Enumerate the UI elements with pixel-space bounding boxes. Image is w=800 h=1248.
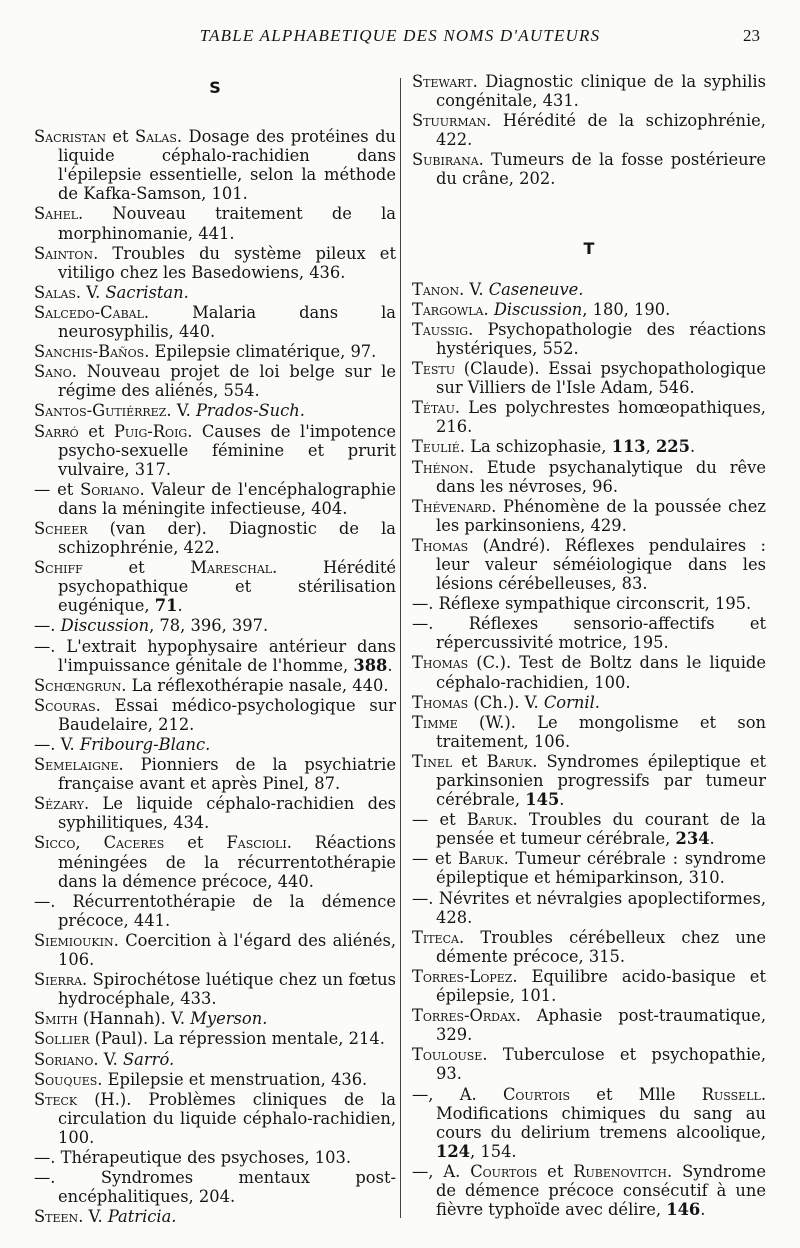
author-name: Thévenard [412,496,492,516]
author-name: Rubenovitch [573,1161,667,1181]
author-name: Teulié [412,437,460,457]
author-name: Thomas [412,653,469,673]
entry-text: —. L'extrait hypophysaire antérieur dans l'impuissance génitale de l'homme, [34,636,396,675]
index-entry [412,594,766,613]
cross-reference: Discussion [493,299,583,319]
entry-text: — et [34,479,81,499]
author-name: Salcedo-Cabal [34,302,144,322]
entry-text: et [82,558,191,578]
section-letter-t: T [583,238,595,258]
entry-text: . Tumeurs de la fosse postérieure du crâne, 202. [436,150,766,189]
index-entry [34,892,396,930]
entry-text: (W.). Le mongolisme et son traitement, 106. [436,712,766,751]
entry-text: . Etude psychanalytique du rêve dans les névroses, 96. [436,457,766,496]
index-entry [412,111,766,149]
author-name: Torres-Lopez [412,966,513,986]
entry-text: —. Syndromes mentaux post-encéphalitiques, 204. [34,1168,396,1207]
page-header [0,26,800,56]
author-name: Schœngrun [34,675,122,695]
author-name: Tétau [412,398,455,418]
entry-text: —. Thérapeutique des psychoses, 103. [34,1147,352,1167]
entry-text: — et [412,849,458,869]
index-entries-s [34,127,396,1226]
column-divider [400,78,401,1218]
entry-text: —. Réflexes sensorio-affectifs et répercussivité motrice, 195. [412,614,766,653]
index-entry [34,616,396,635]
entry-text: . La réflexothérapie nasale, 440. [121,675,389,695]
index-entry [412,1162,766,1219]
page-ref-bold: 225 [655,437,690,457]
entry-text: . [387,655,393,675]
entry-text: . Coercition à l'égard des aliénés, 106. [58,930,396,970]
author-name: Fascioli [226,833,287,853]
index-entry [412,280,766,299]
page-title: TABLE ALPHABETIQUE DES NOMS D'AUTEURS [199,26,601,45]
entry-text: (C.). Test de Boltz dans le liquide céphalo-rachidien, 100. [436,653,766,692]
cross-reference: Prados-Such. [195,401,305,421]
index-entry [412,536,766,593]
author-name: Sahel [34,204,79,224]
entry-text: . Valeur de l'encéphalographie dans la méningite infectieuse, 404. [58,479,397,518]
author-name: Thomas [412,692,469,712]
page-ref-bold: 388 [353,655,388,675]
author-name: Steck [34,1089,78,1109]
index-entries-s-continued [412,72,766,189]
entry-text: —, A. [412,1161,471,1181]
entry-text: . Hérédité de la schizophrénie, 422. [436,111,766,150]
entry-text: et [537,1161,574,1181]
author-name: Titeca [412,927,459,947]
author-name: Sierra [34,970,83,990]
page-ref-bold: 71 [154,596,178,616]
index-entry [34,244,396,282]
author-name: Stuurman [412,111,487,131]
section-letter-s: S [209,78,221,97]
entry-text: . Dosage des protéines du liquide céphalo-rachidien dans l'épilepsie essentielle, selon la méthode de Kafka-Samson, 101. [58,127,396,204]
entry-text: —. V. [34,735,80,754]
entry-text: . Troubles cérébelleux chez une démente précoce, 315. [436,927,766,966]
right-column [412,72,767,1220]
index-entry [412,810,766,848]
index-entry [34,1029,396,1048]
entry-text: , 180, 190. [582,299,671,319]
author-name: Courtois [502,1084,571,1104]
entry-text: , [645,437,656,457]
index-entry [34,1168,396,1206]
entry-text: (van der). Diagnostic de la schizophrénie, 422. [58,518,396,558]
index-entry [34,755,396,793]
author-name: Sicco [34,833,76,853]
author-name: Tanon [412,279,460,299]
entry-text: . Aphasie post-traumatique, 329. [436,1006,766,1045]
index-entry [412,928,766,966]
index-entry [412,1085,766,1161]
left-column [34,72,397,1227]
author-name: Thénon [412,457,469,477]
entry-text: . Syndrome de démence précoce consécutif à une fièvre typhoïde avec délire, [436,1161,766,1220]
entry-text: . Troubles du système pileux et vitiligo chez les Basedowiens, 436. [58,243,396,282]
cross-reference: Fribourg-Blanc. [79,735,211,754]
entry-text: . Diagnostic clinique de la syphilis congénitale, 431. [436,72,766,111]
index-entry [412,1006,766,1044]
author-name: Targowla [412,299,484,319]
index-entry [34,303,396,341]
entry-text: . Malaria dans la neurosyphilis, 440. [58,302,396,342]
entry-text: . Spirochétose luétique chez un fœtus hydrocéphale, 433. [58,970,396,1009]
page-ref-bold: 145 [525,790,560,810]
cross-reference: Patricia. [107,1207,177,1227]
entry-text: (Claude). Essai psychopathologique sur Villiers de l'Isle Adam, 546. [436,359,766,398]
index-entry [34,1090,396,1147]
index-entry [412,1045,766,1083]
entry-text: . Hérédité psychopathique et stérilisation eugénique, [58,558,396,616]
author-name: Salas [135,127,177,147]
entry-text: et [164,833,227,853]
author-name: Siemioukin [34,930,114,950]
index-entry [34,833,396,890]
index-entry [412,889,766,927]
entry-text: . Causes de l'impotence psycho-sexuelle féminine et prurit vulvaire, 317. [58,421,397,479]
author-name: Subirana [412,150,479,170]
index-entry [412,752,766,809]
author-name: Steen [34,1207,79,1227]
entry-text: —. Récurrentothérapie de la démence précoce, 441. [34,891,396,930]
page-ref-bold: 124 [436,1141,470,1161]
author-name: Baruk [457,849,504,869]
entry-text: . Tuberculose et psychopathie, 93. [436,1045,766,1084]
author-name: Santos-Gutiérrez [34,401,167,421]
author-name: Baruk [466,810,513,830]
entry-text: et [78,421,114,441]
index-entry [34,676,396,695]
entry-text: . Les polychrestes homœopathiques, 216. [436,398,766,437]
author-name: Baruk [486,751,533,771]
entry-text: . V. [78,1207,108,1227]
entry-text: . [177,596,183,616]
cross-reference: Discussion [60,616,150,636]
author-name: Soriano [80,479,140,499]
page-number: 23 [743,26,760,45]
index-entry [412,497,766,535]
author-name: Scheer [34,518,88,538]
author-name: Russell [701,1084,761,1104]
entry-text: —. [34,616,61,636]
cross-reference: Myerson. [190,1009,268,1029]
cross-reference: Sacristan. [105,282,189,302]
author-name: Soriano [34,1049,94,1069]
author-name: Sollier [34,1029,90,1049]
index-entry [412,437,766,456]
author-name: Salas [34,282,76,302]
author-name: Testu [412,359,456,379]
entry-text: — et [412,810,467,830]
index-entry [412,300,766,319]
entry-text: . [559,790,565,810]
index-entry [412,359,766,397]
index-entry [34,480,396,518]
entry-text: . [483,299,494,319]
entry-text: —. Réflexe sympathique circonscrit, 195. [412,594,752,614]
entry-text: . Tumeur cérébrale : syndrome épileptique et hémiparkinson, 310. [436,849,766,888]
author-name: Sainton [34,243,94,263]
entry-text: . Troubles du courant de la pensée et tumeur cérébrale, [436,810,767,849]
index-entry [34,283,396,302]
page-ref-bold: 146 [666,1200,701,1220]
author-name: Torres-Ordax [412,1006,516,1026]
index-entry [412,653,766,691]
entry-text: . Equilibre acido-basique et épilepsie, 101. [436,966,766,1006]
author-name: Thomas [412,535,469,555]
entry-text: (Hannah). V. [77,1009,191,1029]
entry-text: . Psychopathologie des réactions hystériques, 552. [436,319,766,358]
author-name: Sacristan [34,127,106,147]
cross-reference: Sarró. [123,1049,175,1069]
author-name: Courtois [470,1161,538,1181]
index-entry [34,519,396,557]
entry-text: . V. [93,1049,124,1069]
index-entry [412,849,766,887]
entry-text: . [709,829,715,849]
entry-text: —, A. [412,1084,503,1104]
entry-text: . Nouveau traitement de la morphinomanie, 441. [58,204,396,243]
index-entry [34,1009,396,1028]
entry-text: . V. [75,282,106,302]
author-name: Sézary [34,794,84,814]
author-name: Puig-Roig [113,421,188,441]
entry-text: , 154. [470,1141,517,1161]
entry-text: (Paul). La répression mentale, 214. [89,1029,385,1049]
author-name: Souques [34,1069,98,1089]
entry-text: (Ch.). V. [468,692,544,712]
entry-text: . Le liquide céphalo-rachidien des syphilitiques, 434. [58,794,396,833]
index-entry [34,342,396,361]
entry-text: et Mlle [570,1084,702,1104]
index-entry [34,401,396,420]
entry-text: . Réactions méningées de la récurrentothérapie dans la démence précoce, 440. [58,833,397,891]
index-entry [34,735,396,754]
author-name: Tinel [412,751,453,771]
index-entry [34,1207,396,1226]
author-name: Sano [34,362,72,382]
entry-text: . [700,1200,706,1220]
author-name: Smith [34,1009,78,1029]
index-entry [412,693,766,712]
index-entry [412,72,766,110]
entry-text: . Essai médico-psychologique sur Baudelaire, 212. [58,695,396,734]
entry-text: . Modifications chimiques du sang au cours du delirium tremens alcoolique, [436,1084,766,1142]
author-name: Semelaigne [34,755,119,775]
author-name: Caceres [103,833,165,853]
index-entry [34,362,396,400]
index-entry [34,1148,396,1167]
entry-text: . [689,437,696,457]
author-name: Schiff [34,558,83,578]
index-entry [34,1050,396,1069]
page-ref-bold: 113 [611,437,646,457]
entry-text: . Syndromes épileptique et parkinsonien progressifs par tumeur cérébrale, [436,751,767,810]
index-entry [34,422,396,479]
entry-text: (André). Réflexes pendulaires : leur valeur séméiologique dans les lésions cérébelleuses, 83. [436,535,766,594]
index-entries-t [412,280,766,1220]
entry-text: —. Névrites et névralgies apoplectiformes, 428. [412,888,766,927]
entry-text: et [452,751,487,771]
author-name: Sarró [34,421,79,441]
index-entry [34,127,396,203]
entry-text: , 78, 396, 397. [149,616,269,636]
index-entry [34,931,396,969]
index-entry [34,637,396,675]
index-entry [34,970,396,1008]
entry-text: . Phénomène de la poussée chez les parkinsoniens, 429. [436,496,766,535]
entry-text: . V. [166,401,196,421]
index-entry [34,1070,396,1089]
entry-text: et [105,127,136,147]
index-entry [412,713,766,751]
entry-text: . La schizophasie, [459,437,612,457]
author-name: Mareschal [190,558,273,578]
entry-text: . V. [459,279,489,299]
author-name: Sanchis-Baños [34,342,145,362]
author-name: Scouras [34,695,96,715]
index-entry [34,558,396,615]
entry-text: . Epilepsie climatérique, 97. [144,342,377,362]
author-name: Stewart [412,72,473,91]
author-name: Toulouse [412,1045,483,1065]
index-entry [412,614,766,652]
entry-text: , [75,833,104,853]
entry-text: . Pionniers de la psychiatrie française avant et après Pinel, 87. [58,755,396,794]
index-entry [412,320,766,358]
index-entry [412,967,766,1005]
index-entry [412,150,766,188]
entry-text: . Epilepsie et menstruation, 436. [97,1069,368,1089]
entry-text: (H.). Problèmes cliniques de la circulation du liquide céphalo-rachidien, 100. [58,1089,396,1147]
author-name: Taussig [412,319,469,339]
index-entry [34,204,396,242]
page-ref-bold: 234 [675,829,710,849]
index-entry [34,794,396,832]
index-entry [34,696,396,734]
cross-reference: Caseneuve. [488,279,584,299]
index-entry [412,398,766,436]
author-name: Timme [412,712,458,732]
index-entry [412,458,766,496]
cross-reference: Cornil. [543,692,600,712]
entry-text: . Nouveau projet de loi belge sur le régime des aliénés, 554. [58,362,396,401]
